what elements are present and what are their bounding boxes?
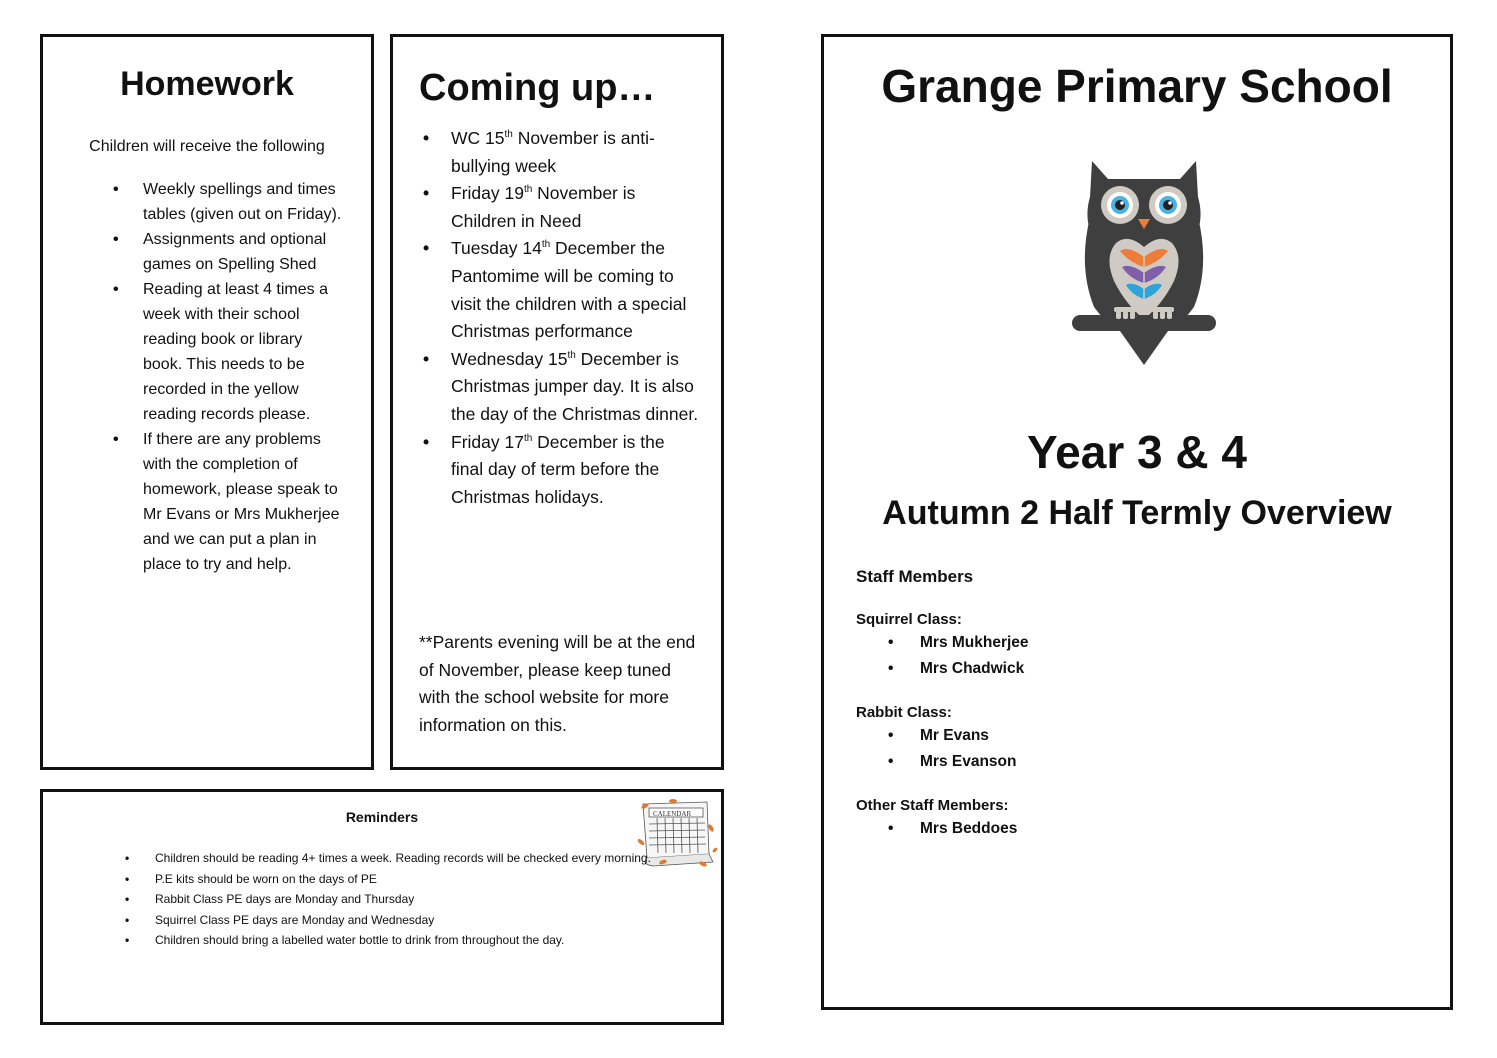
list-item: • Rabbit Class PE days are Monday and Thursday (155, 889, 655, 910)
list-item: • Weekly spellings and times tables (given out on Friday). (143, 177, 343, 227)
class-name: Squirrel Class: (856, 611, 962, 628)
staff-list (920, 816, 1416, 842)
list-item: • Assignments and optional games on Spelling Shed (143, 227, 343, 277)
staff-list (920, 630, 1416, 682)
coming-up-panel (390, 34, 724, 770)
list-item: • Friday 19th November is Children in Need (451, 180, 701, 235)
list-item: • Wednesday 15th December is Christmas jumper day. It is also the day of the Christmas dinner. (451, 346, 701, 429)
homework-title: Homework (120, 65, 294, 103)
homework-list (143, 177, 343, 577)
calendar-label: CALENDAR (653, 810, 692, 818)
list-item: • Squirrel Class PE days are Monday and Wednesday (155, 910, 655, 931)
staff-group-other (856, 797, 1416, 842)
staff-heading: Staff Members (856, 567, 974, 586)
list-item: • Mr Evans (920, 723, 1416, 749)
list-item: • Tuesday 14th December the Pantomime will be coming to visit the children with a special Christmas performance (451, 235, 701, 345)
school-name: Grange Primary School (881, 60, 1393, 112)
parents-evening-note: **Parents evening will be at the end of November, please keep tuned with the school website for more information on this. (419, 632, 696, 735)
list-item: • Mrs Evanson (920, 749, 1416, 775)
list-item: • Mrs Beddoes (920, 816, 1416, 842)
class-name: Rabbit Class: (856, 704, 952, 721)
coming-up-title: Coming up… (419, 67, 656, 109)
list-item: • Children should be reading 4+ times a week. Reading records will be checked every morning. (155, 848, 655, 869)
homework-panel (40, 34, 374, 770)
overview-subtitle: Autumn 2 Half Termly Overview (882, 494, 1392, 532)
staff-group-squirrel (856, 611, 1416, 682)
reminders-list (155, 848, 655, 951)
reminders-panel (40, 789, 724, 1025)
list-item: • P.E kits should be worn on the days of PE (155, 869, 655, 890)
list-item: • Mrs Chadwick (920, 656, 1416, 682)
owl-logo-icon (1064, 157, 1224, 367)
class-name: Other Staff Members: (856, 797, 1009, 814)
list-item: • If there are any problems with the completion of homework, please speak to Mr Evans or Mrs Mukherjee and we can put a plan in place to try and help. (143, 427, 343, 577)
list-item: • WC 15th November is anti-bullying week (451, 125, 701, 180)
reminders-title: Reminders (345, 809, 419, 825)
list-item: • Mrs Mukherjee (920, 630, 1416, 656)
coming-up-list (451, 125, 701, 511)
list-item: • Reading at least 4 times a week with their school reading book or library book. This needs to be recorded in the yellow reading records please. (143, 277, 343, 427)
homework-intro: Children will receive the following (89, 138, 325, 155)
staff-section (856, 567, 1416, 864)
list-item: • Children should bring a labelled water bottle to drink from throughout the day. (155, 930, 655, 951)
staff-list (920, 723, 1416, 775)
cover-panel (821, 34, 1453, 1010)
list-item: • Friday 17th December is the final day of term before the Christmas holidays. (451, 429, 701, 512)
year-heading: Year 3 & 4 (1027, 426, 1247, 478)
staff-group-rabbit (856, 704, 1416, 775)
